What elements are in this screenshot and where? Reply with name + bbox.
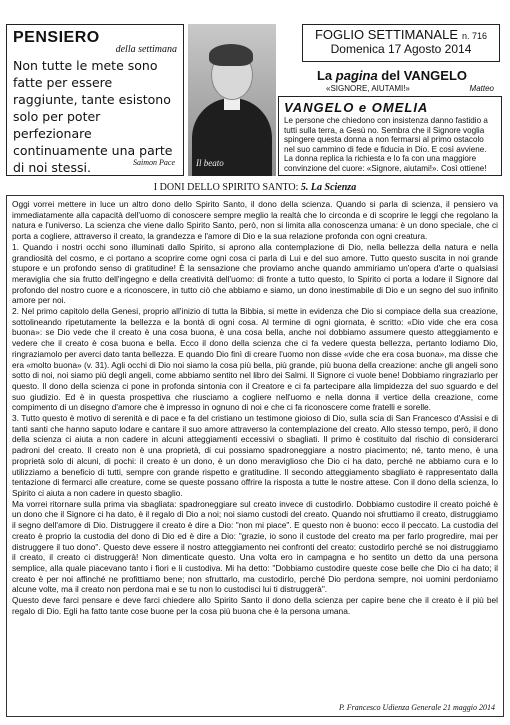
vangelo-text: Le persone che chiedono con insistenza danno fastidio a tutti sulla terra, a Gesù no. Sembra che il Signore voglia spingere questa donna a non fermarsi al primo ostacolo nel suo cammino di fede e fiducia in Dio. E così avviene. La donna replica la richiesta e lo fa con una maggiore convinzione del cuore: «Signore, aiutami!». Così ottiene! — [284, 116, 488, 173]
pagina-title — [284, 68, 500, 83]
pensiero-text: Non tutte le mete sono fatte per essere raggiunte, tante esistono solo per poter perfezionare continuamente una parte di noi stessi. — [13, 58, 173, 175]
article-paragraph: Questo deve farci pensare e deve farci chiedere allo Spirito Santo il dono della scienza per capire bene che il creato è il più bel regalo di Dio. Egli ha fatto tante cose buone per la cosa più buona che è la persona umana. — [12, 595, 498, 616]
article-box — [6, 195, 504, 717]
foglio-title: FOGLIO SETTIMANALE — [314, 27, 458, 42]
pensiero-box — [6, 24, 184, 176]
pagina-author: Matteo — [469, 84, 494, 93]
photo-hair — [209, 44, 253, 66]
article-title-prefix: I DONI DELLO SPIRITO SANTO: — [153, 182, 301, 193]
foglio-date: Domenica 17 Agosto 2014 — [330, 42, 472, 56]
pagina-title-suffix: del VANGELO — [377, 68, 468, 83]
pensiero-title: PENSIERO — [13, 29, 100, 46]
article-paragraph: 3. Tutto questo è motivo di serenità e di pace e fa del cristiano un testimone gioioso di Dio, sulla scia di San Francesco d'Assisi e di tanti santi che hanno saputo lodare e cantare il suo amore attraverso la contemplazione del creato. Allo stesso tempo, però, il dono della scienza ci aiuta a non cadere in alcuni atteggiamenti eccessivi o sbagliati. Il primo è costituito dal rischio di considerarci padroni del creato. Il creato non è una proprietà, di cui possiamo spadroneggiare a nostro piacimento; né, tanto meno, è una proprietà solo di alcuni, di pochi: il creato è un dono, è un dono meraviglioso che Dio ci ha dato, perché ne abbiamo cura e lo utilizziamo a beneficio di tutti, sempre con grande rispetto e gratitudine. Il secondo atteggiamento sbagliato è rappresentato dalla tentazione di fermarci alle creature, come se queste possano offrire la risposta a tutte le nostre attese. Con il dono della scienza, lo Spirito ci aiuta a non cadere in questo sbaglio. — [12, 413, 498, 498]
article-body — [12, 199, 498, 616]
foglio-box — [302, 24, 500, 62]
photo-signature: Il beato — [196, 158, 224, 168]
pagina-title-italic: pagina — [335, 68, 378, 83]
priest-photo — [188, 24, 276, 176]
pensiero-author: Saimon Pace — [133, 158, 175, 167]
article-paragraph: Oggi vorrei mettere in luce un altro dono dello Spirito Santo, il dono della scienza. Quando si parla di scienza, il pensiero va immediatamente alla capacità dell'uomo di conoscere sempre meglio la realtà che lo circonda e di scoprire le leggi che regolano la natura e l'universo. La scienza che viene dallo Spirito Santo, però, non si limita alla conoscenza umana: è un dono speciale, che ci porta a cogliere, attraverso il creato, la grandezza e l'amore di Dio e la sua relazione profonda con ogni creatura. — [12, 199, 498, 242]
article-paragraph: Ma vorrei ritornare sulla prima via sbagliata: spadroneggiare sul creato invece di custodirlo. Dobbiamo custodire il creato poiché è un dono che il Signore ci ha dato, è il regalo di Dio a noi; noi siamo custodi del creato. Quando noi sfruttiamo il creato, distruggiamo il segno dell'amore di Dio. Distruggere il creato è dire a Dio: "non mi piace". E questo non è buono: ecco il peccato. La custodia del creato è proprio la custodia del dono di Dio ed è dire a Dio: "grazie, io sono il custode del creato ma per farlo progredire, mai per distruggere il tuo dono". Questo deve essere il nostro atteggiamento nei confronti del creato: custodirlo perché se noi distruggiamo il creato, il creato ci distruggerà! Non dimenticate questo. Una volta ero in campagna e ho sentito un detto da una persona semplice, alla quale piacevano tanto i fiori e li custodiva. Mi ha detto: "Dobbiamo custodire queste cose belle che Dio ci ha dato; il creato è per noi affinché ne profittiamo bene; non sfruttarlo, ma custodirlo, perché Dio perdona sempre, noi uomini perdoniamo alcune volte, ma il creato non perdona mai e se tu non lo custodisci lui ti distruggerà". — [12, 498, 498, 595]
pagina-quote: «SIGNORE, AIUTAMI!» — [326, 84, 410, 93]
vangelo-title: VANGELO e OMELIA — [284, 100, 429, 115]
pensiero-subtitle: della settimana — [115, 44, 177, 55]
article-paragraph: 1. Quando i nostri occhi sono illuminati dallo Spirito, si aprono alla contemplazione di Dio, nella bellezza della natura e nella grandiosità del cosmo, e ci portano a scoprire come ogni cosa ci parla di Lui e del suo amore. Tutto questo suscita in noi grande stupore e un profondo senso di gratitudine! È la sensazione che proviamo anche quando ammiriamo un'opera d'arte o qualsiasi meraviglia che sia frutto dell'ingegno e della creatività dell'uomo: di fronte a tutto questo, lo Spirito ci porta a lodare il Signore dal profondo del nostro cuore e a riconoscere, in tutto ciò che abbiamo e siamo, un dono inestimabile di Dio e un segno del suo infinito amore per noi. — [12, 241, 498, 306]
vangelo-box — [278, 96, 502, 176]
foglio-number: n. 716 — [462, 31, 488, 41]
article-paragraph: 2. Nel primo capitolo della Genesi, proprio all'inizio di tutta la Bibbia, si mette in evidenza che Dio si compiace della sua creazione, sottolineando ripetutamente la bellezza e la bontà di ogni cosa. Al termine di ogni giornata, è scritto: «Dio vide che era cosa buona»: se Dio vede che il creato è una cosa buona, è una cosa bella, anche noi dobbiamo assumere questo atteggiamento e vedere che il creato è cosa buona e bella. Ecco il dono della scienza che ci fa vedere questa bellezza, pertanto lodiamo Dio, ringraziamolo per averci dato tanta bellezza. E quando Dio finì di creare l'uomo non disse «vide che era cosa buona», ma disse che era «molto buona» (v. 31). Agli occhi di Dio noi siamo la cosa più bella, più grande, più buona della creazione: anche gli angeli sono sotto di noi, noi siamo più degli angeli, come abbiamo sentito nel libro dei Salmi. Il Signore ci vuole bene! Dobbiamo ringraziarlo per questo. Il dono della scienza ci pone in profonda sintonia con il Creatore e ci fa partecipare alla limpidezza del suo sguardo e del suo giudizio. Ed è in questa prospettiva che riusciamo a cogliere nell'uomo e nella donna il vertice della creazione, come compimento di un disegno d'amore che è impresso in ognuno di noi e che ci fa riconoscere come fratelli e sorelle. — [12, 306, 498, 413]
article-signature: P. Francesco Udienza Generale 21 maggio 2014 — [338, 703, 495, 712]
article-title-emph: 5. La Scienza — [300, 182, 357, 193]
foglio-title-line — [303, 27, 499, 42]
article-title — [0, 182, 510, 193]
pagina-title-prefix: La — [316, 68, 336, 83]
